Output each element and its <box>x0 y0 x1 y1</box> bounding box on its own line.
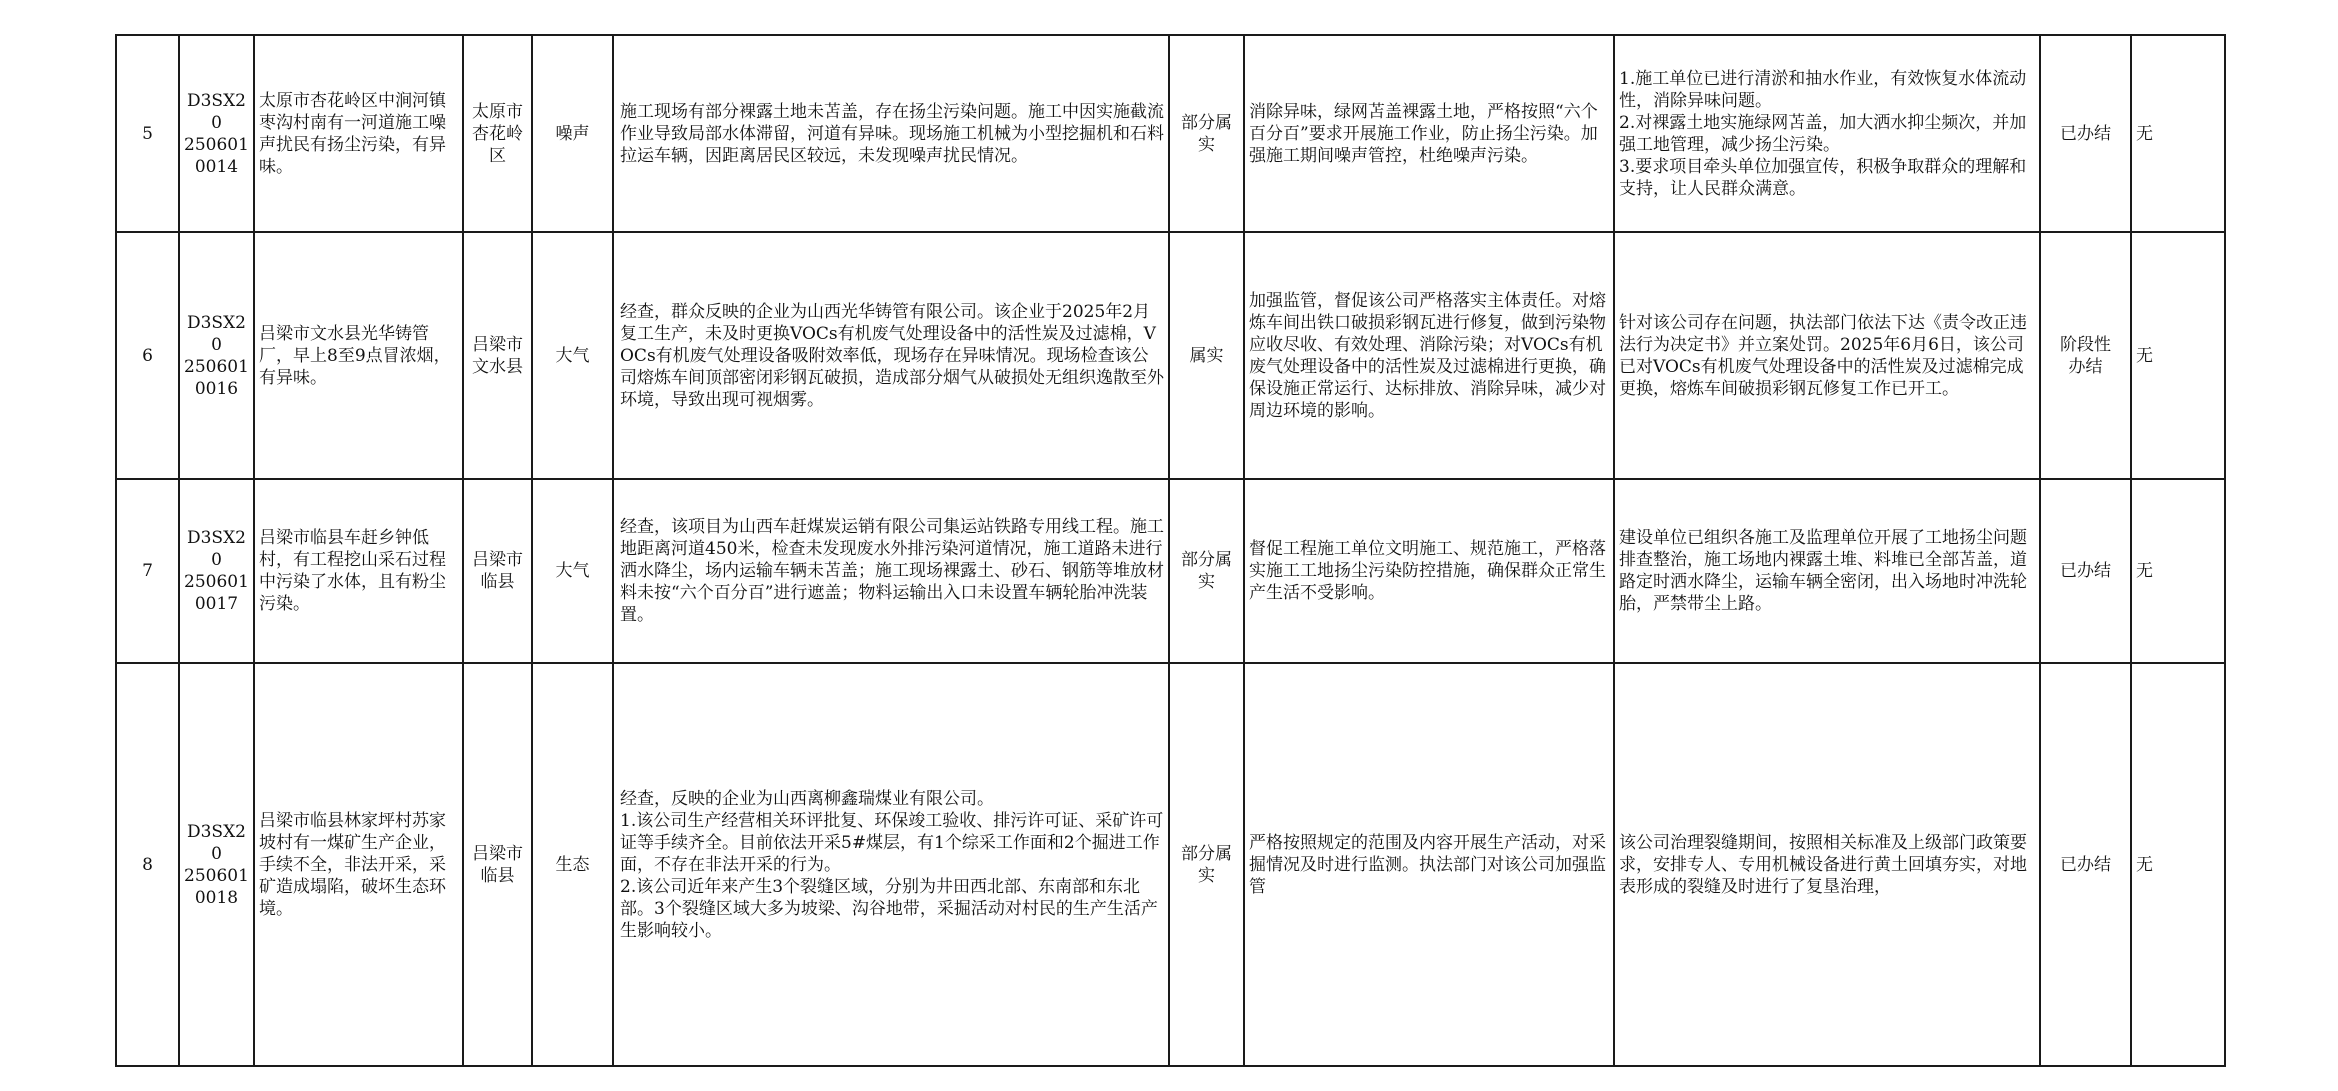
accountability: 无 <box>2131 35 2225 232</box>
accountability: 无 <box>2131 663 2225 1066</box>
investigation-finding: 经查，该项目为山西车赶煤炭运销有限公司集运站铁路专用线工程。施工地距离河道450米，检查未发现废水外排污染河道情况，施工道路未进行洒水降尘，场内运输车辆未苫盖；施工现场裸露土、砂石、钢筋等堆放材料未按“六个百分百”进行遮盖；物料运输出入口未设置车辆轮胎冲洗装置。 <box>613 479 1169 663</box>
case-code: D3SX20 250601 0014 <box>179 35 254 232</box>
investigation-finding: 经查，反映的企业为山西离柳鑫瑞煤业有限公司。 1.该公司生产经营相关环评批复、环保竣工验收、排污许可证、采矿许可证等手续齐全。目前依法开采5#煤层，有1个综采工作面和2个掘进工作面，不存在非法开采的行为。 2.该公司近年来产生3个裂缝区域，分别为井田西北部、东南部和东北部。3个裂缝区域大多为坡梁、沟谷地带，采掘活动对村民的生产生活产生影响较小。 <box>613 663 1169 1066</box>
verification-verdict: 部分属 实 <box>1169 663 1244 1066</box>
rectification-result: 建设单位已组织各施工及监理单位开展了工地扬尘问题排查整治，施工场地内裸露土堆、料堆已全部苫盖，道路定时洒水降尘，运输车辆全密闭，出入场地时冲洗轮胎，严禁带尘上路。 <box>1614 479 2040 663</box>
rectification-result: 1.施工单位已进行清淤和抽水作业，有效恢复水体流动性，消除异味问题。 2.对裸露土地实施绿网苫盖，加大洒水抑尘频次，并加强工地管理，减少扬尘污染。 3.要求项目牵头单位加强宣传，积极争取群众的理解和支持，让人民群众满意。 <box>1614 35 2040 232</box>
investigation-finding: 施工现场有部分裸露土地未苫盖，存在扬尘污染问题。施工中因实施截流作业导致局部水体滞留，河道有异味。现场施工机械为小型挖掘机和石料拉运车辆，因距离居民区较远，未发现噪声扰民情况。 <box>613 35 1169 232</box>
administrative-region: 吕梁市 临县 <box>463 479 532 663</box>
investigation-finding: 经查，群众反映的企业为山西光华铸管有限公司。该企业于2025年2月复工生产，未及时更换VOCs有机废气处理设备中的活性炭及过滤棉，VOCs有机废气处理设备吸附效率低，现场存在异味情况。现场检查该公司熔炼车间顶部密闭彩钢瓦破损，造成部分烟气从破损处无组织逸散至外环境，导致出现可视烟雾。 <box>613 232 1169 479</box>
administrative-region: 太原市 杏花岭 区 <box>463 35 532 232</box>
completion-status: 已办结 <box>2040 479 2131 663</box>
verification-verdict: 部分属 实 <box>1169 35 1244 232</box>
administrative-region: 吕梁市 临县 <box>463 663 532 1066</box>
verification-verdict: 部分属 实 <box>1169 479 1244 663</box>
handling-requirement: 严格按照规定的范围及内容开展生产活动，对采掘情况及时进行监测。执法部门对该公司加强监管 <box>1244 663 1614 1066</box>
case-code: D3SX20 250601 0016 <box>179 232 254 479</box>
accountability: 无 <box>2131 479 2225 663</box>
case-code: D3SX20 250601 0017 <box>179 479 254 663</box>
row-number: 7 <box>116 479 179 663</box>
accountability: 无 <box>2131 232 2225 479</box>
row-number: 8 <box>116 663 179 1066</box>
table-row <box>116 479 2225 663</box>
rectification-result: 该公司治理裂缝期间，按照相关标准及上级部门政策要求，安排专人、专用机械设备进行黄土回填夯实，对地表形成的裂缝及时进行了复垦治理， <box>1614 663 2040 1066</box>
handling-requirement: 督促工程施工单位文明施工、规范施工，严格落实施工工地扬尘污染防控措施，确保群众正常生产生活不受影响。 <box>1244 479 1614 663</box>
case-code: D3SX20 250601 0018 <box>179 663 254 1066</box>
pollution-type: 大气 <box>532 479 613 663</box>
complaint-content: 太原市杏花岭区中涧河镇枣沟村南有一河道施工噪声扰民有扬尘污染，有异味。 <box>254 35 463 232</box>
pollution-type: 噪声 <box>532 35 613 232</box>
table-row <box>116 35 2225 232</box>
row-number: 6 <box>116 232 179 479</box>
administrative-region: 吕梁市 文水县 <box>463 232 532 479</box>
table-row <box>116 663 2225 1066</box>
pollution-type: 大气 <box>532 232 613 479</box>
complaint-content: 吕梁市临县林家坪村苏家坡村有一煤矿生产企业，手续不全，非法开采，采矿造成塌陷，破坏生态环境。 <box>254 663 463 1066</box>
complaint-content: 吕梁市文水县光华铸管厂，早上8至9点冒浓烟，有异味。 <box>254 232 463 479</box>
completion-status: 已办结 <box>2040 663 2131 1066</box>
row-number: 5 <box>116 35 179 232</box>
completion-status: 已办结 <box>2040 35 2131 232</box>
table-row <box>116 232 2225 479</box>
complaint-content: 吕梁市临县车赶乡钟低村，有工程挖山采石过程中污染了水体，且有粉尘污染。 <box>254 479 463 663</box>
handling-requirement: 加强监管，督促该公司严格落实主体责任。对熔炼车间出铁口破损彩钢瓦进行修复，做到污染物应收尽收、有效处理、消除污染；对VOCs有机废气处理设备中的活性炭及过滤棉进行更换，确保设施正常运行、达标排放、消除异味，减少对周边环境的影响。 <box>1244 232 1614 479</box>
rectification-result: 针对该公司存在问题，执法部门依法下达《责令改正违法行为决定书》并立案处罚。2025年6月6日，该公司已对VOCs有机废气处理设备中的活性炭及过滤棉完成更换，熔炼车间破损彩钢瓦修复工作已开工。 <box>1614 232 2040 479</box>
verification-verdict: 属实 <box>1169 232 1244 479</box>
pollution-type: 生态 <box>532 663 613 1066</box>
handling-requirement: 消除异味，绿网苫盖裸露土地，严格按照“六个百分百”要求开展施工作业，防止扬尘污染。加强施工期间噪声管控，杜绝噪声污染。 <box>1244 35 1614 232</box>
case-table <box>115 34 2226 1067</box>
completion-status: 阶段性 办结 <box>2040 232 2131 479</box>
